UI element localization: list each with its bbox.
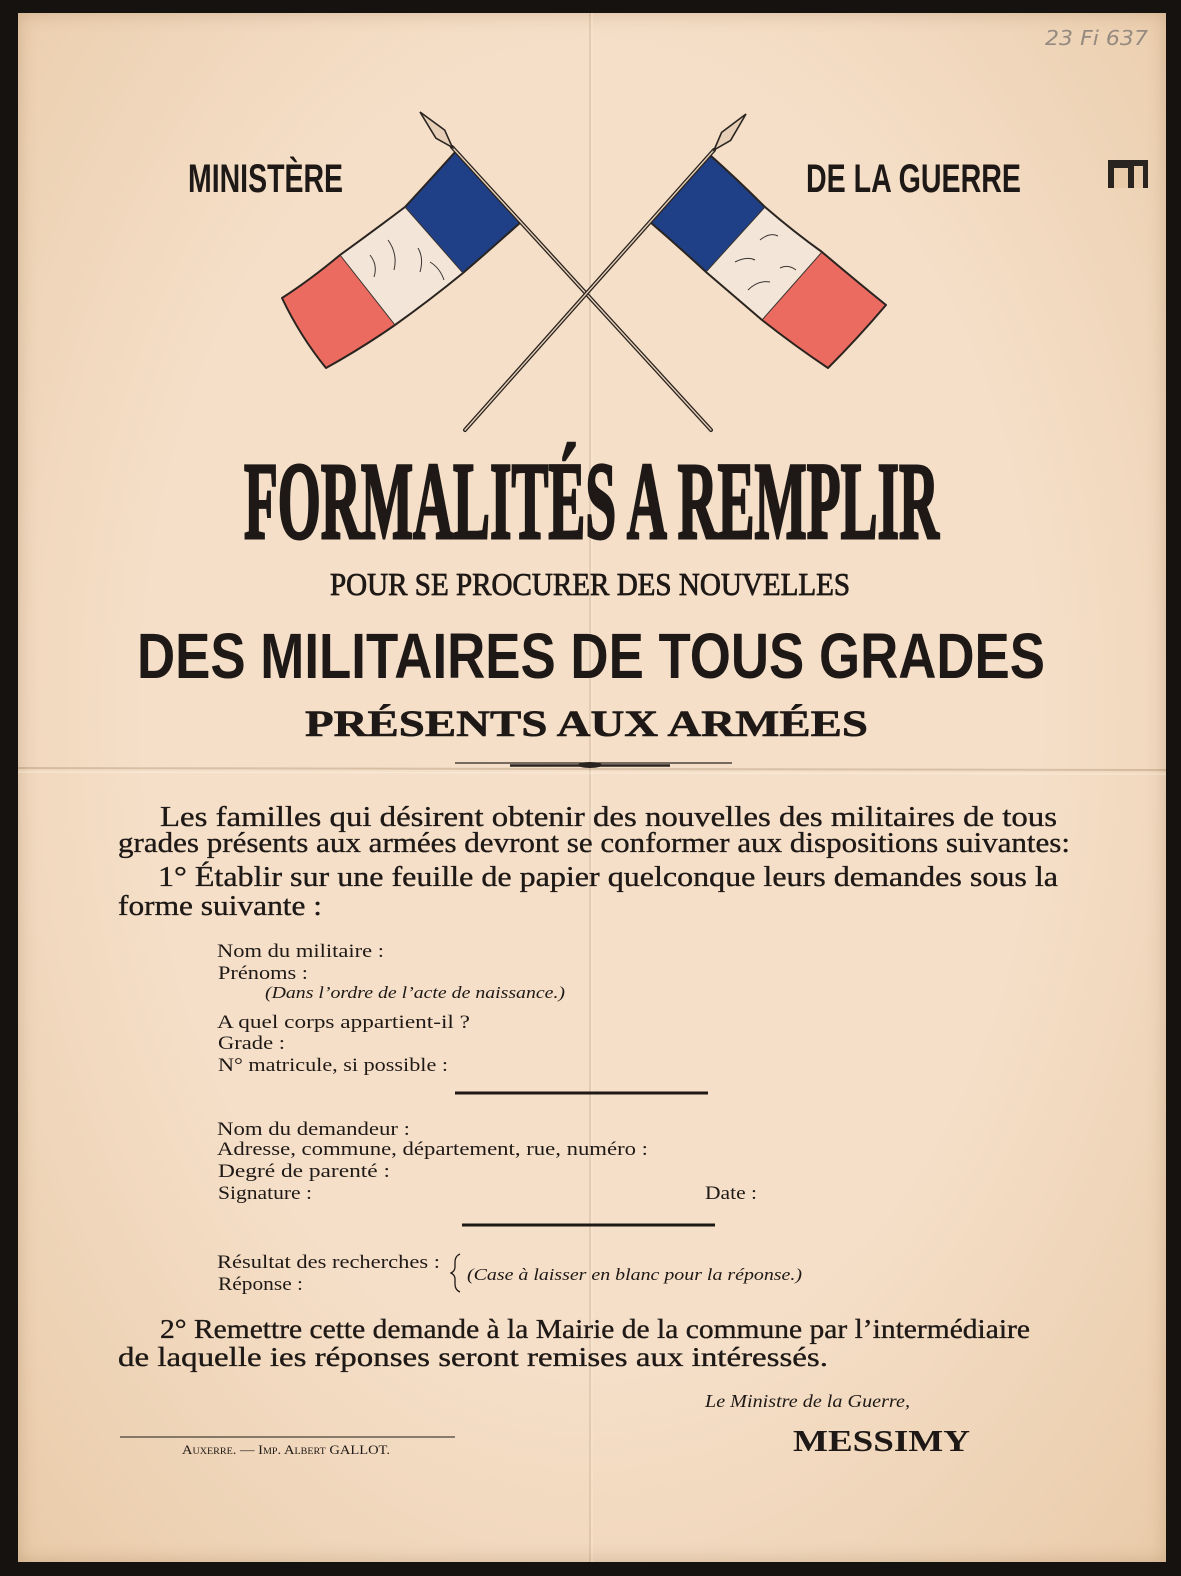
form-requester-name: Nom du demandeur : [217, 1119, 410, 1140]
header-ministry: MINISTÈRE [188, 157, 406, 201]
horizontal-fold-highlight [18, 772, 1166, 774]
step1-line-2: forme suivante : [118, 891, 322, 922]
title: FORMALITÉS A REMPLIR [244, 440, 940, 562]
form-requester-date: Date : [705, 1183, 757, 1204]
intro-line-1: Les familles qui désirent obtenir des nouvelles des militaires de tous [160, 802, 1057, 833]
flag-poles [452, 147, 714, 430]
form-result-brace [451, 1254, 460, 1292]
left-spear-tip [420, 112, 452, 147]
form-requester-relationship: Degré de parenté : [218, 1161, 390, 1182]
horizontal-fold [18, 768, 1166, 770]
form-requester-section [217, 1119, 757, 1204]
form-soldier-name: Nom du militaire : [217, 941, 384, 962]
form-result-answer: Réponse : [218, 1274, 303, 1295]
stamp-fragment [1108, 160, 1148, 188]
form-result-note: (Case à laisser en blanc pour la réponse.) [467, 1265, 803, 1284]
signature-name: MESSIMY [793, 1423, 970, 1458]
form-requester-address: Adresse, commune, département, rue, numéro : [217, 1139, 648, 1160]
right-spear-tip [714, 114, 746, 150]
subtitle: POUR SE PROCURER DES NOUVELLES [330, 566, 850, 602]
subheading: PRÉSENTS AUX ARMÉES [305, 704, 750, 745]
crossed-flags [282, 112, 886, 430]
step1-line-1: 1° Établir sur une feuille de papier quelconque leurs demandes sous la [158, 862, 1059, 893]
heading: DES MILITAIRES DE TOUS GRADES [137, 620, 1045, 692]
intro-line-2: grades présents aux armées devront se conformer aux dispositions suivantes: [118, 828, 1070, 859]
form-soldier-serial: N° matricule, si possible : [218, 1055, 448, 1076]
form-result-search: Résultat des recherches : [217, 1252, 440, 1273]
form-soldier-section [217, 941, 565, 1076]
step2-line-2: de laquelle ies réponses seront remises aux intéressés. [118, 1342, 828, 1372]
form-result-section [217, 1252, 802, 1295]
header-war: DE LA GUERRE [806, 157, 1021, 201]
form-soldier-first-names: Prénoms : [218, 963, 308, 984]
signature-role: Le Ministre de la Guerre, [703, 1391, 910, 1411]
form-soldier-corps: A quel corps appartient-il ? [217, 1012, 470, 1033]
archive-annotation: 23 Fi 637 [1045, 26, 1149, 50]
form-soldier-first-names-note: (Dans l’ordre de l’acte de naissance.) [265, 983, 566, 1002]
printer-imprint: Auxerre. — Imp. Albert GALLOT. [182, 1442, 390, 1457]
decorative-rule [455, 762, 732, 768]
form-soldier-rank: Grade : [218, 1033, 285, 1054]
step2-line-1: 2° Remettre cette demande à la Mairie de la commune par l’intermédiaire [160, 1314, 1031, 1344]
form-requester-signature: Signature : [218, 1183, 312, 1204]
